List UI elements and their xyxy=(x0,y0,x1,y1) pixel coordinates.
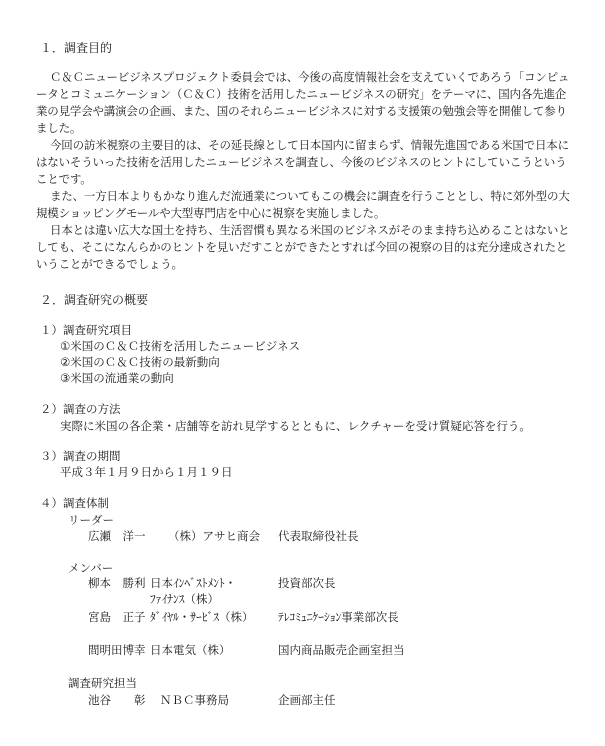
section1-heading: １．調査目的 xyxy=(40,41,113,55)
paragraph-1: Ｃ＆Ｃニュービジネスプロジェクト委員会では、今後の高度情報社会を支えていくであろう「コンピュータとコミュニケーション（Ｃ＆Ｃ）技術を活用したニュービジネスの研究」をテーマに、国内各先進企業の見学会や講演会の企画、また、国のそれらニュービジネスに対する支援策の勉強会等を開催して参りました。 xyxy=(36,70,570,135)
member-company: 日本ｲﾝﾍﾞｽﾄﾒﾝﾄ・ xyxy=(150,576,237,590)
table-row xyxy=(0,692,605,709)
member-title: 国内商品販売企画室担当 xyxy=(278,643,405,657)
member-name: 間明田博幸 xyxy=(88,643,146,657)
structure-heading: ４）調査体制 xyxy=(40,496,109,510)
table-row xyxy=(0,591,605,608)
list-item: ③米国の流通業の動向 xyxy=(60,371,174,385)
members-label: メンバー xyxy=(68,561,114,575)
table-row xyxy=(0,642,605,659)
leader-title: 代表取締役社長 xyxy=(278,529,359,543)
member-company-line2: ﾌｧｲﾅﾝｽ（株） xyxy=(150,592,219,606)
staff-name: 池谷 彰 xyxy=(88,693,146,707)
items-heading: １）調査研究項目 xyxy=(40,323,132,337)
leader-company: （株）アサヒ商会 xyxy=(168,529,260,543)
leader-name: 広瀬 洋一 xyxy=(88,529,146,543)
staff-company: ＮＢＣ事務局 xyxy=(160,693,229,707)
section2-heading: ２．調査研究の概要 xyxy=(40,293,149,307)
paragraph-2: 今回の訪米視察の主要目的は、その延長線として日本国内に留まらず、情報先進国である米国で日本にはないそういった技術を活用したニュービジネスを調査し、今後のビジネスのヒントにしていこうということです。 xyxy=(36,138,569,186)
staff-label: 調査研究担当 xyxy=(68,676,137,690)
member-company: ﾀﾞｲﾔﾙ・ｻｰﾋﾞｽ（株） xyxy=(150,610,254,624)
list-item: ②米国のＣ＆Ｃ技術の最新動向 xyxy=(60,355,220,369)
table-row xyxy=(0,575,605,592)
member-name: 宮島 正子 xyxy=(88,610,146,624)
member-company: 日本電気（株） xyxy=(150,643,231,657)
member-name: 柳本 勝利 xyxy=(88,576,146,590)
member-title: 投資部次長 xyxy=(278,576,336,590)
staff-title: 企画部主任 xyxy=(278,693,336,707)
leader-label: リーダー xyxy=(68,513,114,527)
paragraph-3: また、一方日本よりもかなり進んだ流通業についてもこの機会に調査を行うこととし、特に郊外型の大規模ショッピングモールや大型専門店を中心に視察を実施しました。 xyxy=(36,189,570,220)
period-heading: ３）調査の期間 xyxy=(40,449,121,463)
table-row xyxy=(0,528,605,545)
member-title: ﾃﾚｺﾐｭﾆｹｰｼｮﾝ事業部次長 xyxy=(278,610,399,624)
method-text: 実際に米国の各企業・店舗等を訪れ見学するとともに、レクチャーを受け質疑応答を行う。 xyxy=(60,419,531,433)
paragraph-4: 日本とは違い広大な国土を持ち、生活習慣も異なる米国のビジネスがそのまま持ち込めることはないとしても、そこになんらかのヒントを見いだすことができたとすれば今回の視察の目的は充分達成されたということができるでしょう。 xyxy=(36,223,570,271)
period-text: 平成３年１月９日から１月１９日 xyxy=(60,465,233,479)
method-heading: ２）調査の方法 xyxy=(40,402,121,416)
list-item: ①米国のＣ＆Ｃ技術を活用したニュービジネス xyxy=(60,339,300,353)
table-row xyxy=(0,609,605,626)
